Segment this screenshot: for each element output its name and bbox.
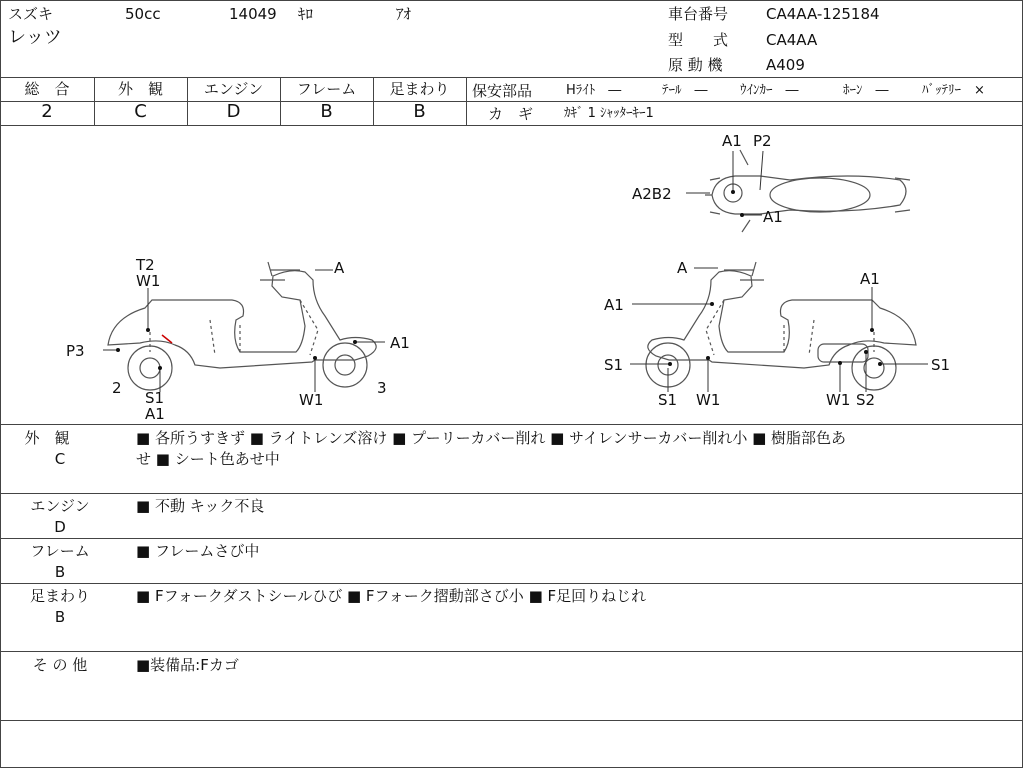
chassis-label: 車台番号 [668,5,729,23]
grade-header-frame: フレーム [296,80,357,98]
grade-value-engine: D [226,101,241,122]
engine-value: A409 [766,56,805,74]
section-divider-2 [0,538,1023,539]
section-grade-frame: B [54,563,66,581]
section-label-engine: エンジン [30,497,90,515]
chassis-value: CA4AA-125184 [766,5,880,23]
diagram-label: P3 [66,342,85,360]
key-label: カ ギ [488,105,534,123]
top-view-scooter [705,150,910,232]
grade-header-suspension: 足まわり [389,80,450,98]
section-label-exterior: 外 観 [24,429,70,447]
section-remark-exterior-1: ■ 各所うすきず ■ ライトレンズ溶け ■ プーリーカバー削れ ■ サイレンサーカバー削れ小 ■ 樹脂部色あ [136,429,847,447]
diagram-label: A2B2 [632,185,672,203]
grade-header-overall: 総 合 [24,80,70,98]
safety-headlight: Hﾗｲﾄ ― [566,83,622,98]
diagram-label: A [677,259,688,277]
color: ｱｵ [396,5,412,23]
grade-value-overall: 2 [41,101,53,122]
grade-header-engine: エンジン [203,80,264,98]
diagram-label: T2 [136,256,155,274]
diagram-label: A1 [860,270,880,288]
diagram-label: S1 [145,389,165,407]
section-remark-frame: ■ フレームさび中 [136,542,260,560]
section-remark-suspension: ■ Fフォークダストシールひび ■ Fフォーク摺動部さび小 ■ F足回りねじれ [136,587,647,605]
diagram-label: S1 [931,356,951,374]
section-grade-exterior: C [54,450,66,468]
safety-battery: ﾊﾞｯﾃﾘｰ × [922,83,985,98]
safety-horn: ﾎｰﾝ ― [843,83,889,98]
section-divider-5 [0,720,1023,721]
diagram-label: 2 [112,379,122,397]
diagram-label: S1 [658,391,678,409]
type-value: CA4AA [766,31,818,49]
diagram-label: W1 [826,391,851,409]
safety-tail: ﾃｰﾙ ― [662,83,708,98]
model-name: レッツ [8,27,62,48]
section-grade-suspension: B [54,608,66,626]
diagram-label: A1 [145,405,165,423]
diagram-label: W1 [136,272,161,290]
diagram-label: 3 [377,379,387,397]
mileage-unit: ｷﾛ [298,5,314,23]
safety-winker: ｳｲﾝｶｰ ― [740,83,799,98]
diagram-label: A1 [763,208,783,226]
diagram-label: A1 [390,334,410,352]
section-remark-other: ■装備品:Fカゴ [136,656,239,674]
section-remark-exterior-2: せ ■ シート色あせ中 [136,450,280,468]
section-remark-engine: ■ 不動 キック不良 [136,497,265,515]
diagram-label: W1 [696,391,721,409]
diagram-label: A1 [604,296,624,314]
diagram-label: A1 [722,132,742,150]
section-divider-4 [0,651,1023,652]
mileage: 14049 [229,5,277,23]
maker: スズキ [8,5,54,23]
section-divider-1 [0,493,1023,494]
section-divider-3 [0,583,1023,584]
section-grade-engine: D [54,518,66,536]
diagram-label: A [334,259,345,277]
type-label: 型 式 [668,31,729,49]
section-label-frame: フレーム [30,542,90,560]
grade-value-exterior: C [134,101,147,122]
diagram-label: S2 [856,391,876,409]
engine-label: 原 動 機 [668,56,723,74]
section-label-suspension: 足まわり [29,587,90,605]
grade-value-suspension: B [413,101,426,122]
section-label-other: そ の 他 [32,656,88,674]
diagram-label: W1 [299,391,324,409]
diagram-label: S1 [604,356,624,374]
key-value: ｶｷﾞ 1 ｼｬｯﾀｰｷｰ1 [564,106,654,121]
displacement: 50cc [125,5,161,23]
safety-label: 保安部品 [472,82,533,100]
diagram-label: P2 [753,132,772,150]
grade-header-exterior: 外 観 [117,80,163,98]
grade-value-frame: B [320,101,333,122]
